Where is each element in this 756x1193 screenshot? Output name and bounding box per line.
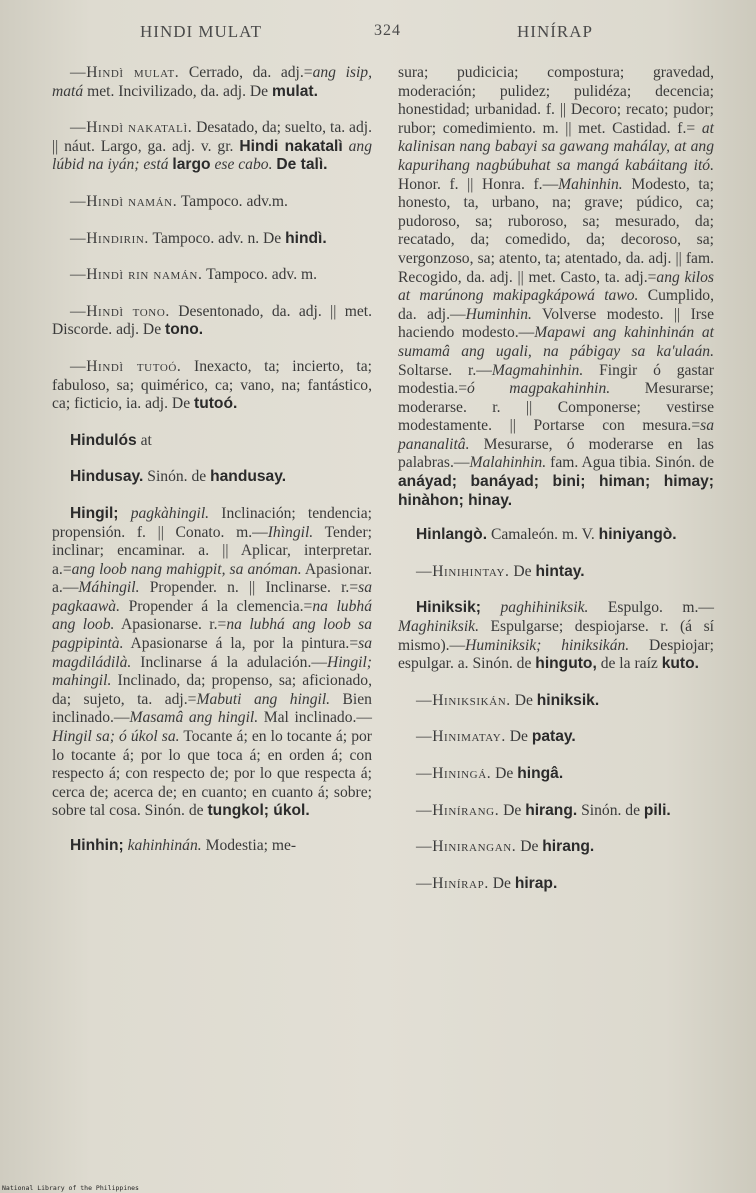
entry-hininga: —Hiningá. De hingâ.: [416, 765, 564, 782]
entry-hiniksik: Hiniksik; paghihiniksik. Espulgo. m.—Maghiniksik. Espulgarse; despiojarse. r. (á sí mismo).—Huminiksik; hiniksikán. Despiojar; espulgar. a. Sinón. de hinguto, de la raíz kuto.: [398, 599, 714, 673]
entry-hiniksikan: —Hiniksikán. De hiniksik.: [416, 691, 600, 709]
entry-hindi-tono: —Hindì tono. Desentonado, da. adj. || met. Discorde. adj. De tono.: [52, 302, 372, 339]
entry-hindi-tutoo: —Hindì tutoó. Inexacto, ta; incierto, ta; fabuloso, sa; quimérico, ca; vano, na; fantástico, ca; ficticio, ia. adj. De tutoó.: [52, 357, 372, 413]
entry-hinhin: Hinhin; kahinhinán. Modestia; me-: [70, 837, 297, 854]
entry-hinirap: —Hinírap. De hirap.: [416, 874, 558, 892]
entry-hinhin-continued: sura; pudicicia; compostura; gravedad, moderación; pulidez; pulidéza; decencia; honestidad; urbanidad. f. || Decoro; recato; pudor; rubor; comedimiento. m. || met. Castidad. f.= at kalinisan nang babayi sa gawang mahálay, at ang kapurihang nagbúbuhat sa mangá kabáitang itó. Honor. f. || Honra. f.—Mahinhin. Modesto, ta; honesto, ta, urbano, na; grave; púdico, ca; pudoroso, sa; ruboroso, sa; mesurado, da; recatado, da; comedido, da; decoroso, sa; vergonzoso, sa; atento, ta; atentado, da. adj. || fam. Recogido, da. adj. || met. Casto, ta. adj.=ang kilos at marúnong makipagkápowá tawo. Cumplido, da. adj.—Huminhin. Volverse modesto. || Irse haciendo modesto.—Mapawi ang kahinhinán at sumamâ ang ugali, na pábigay sa ka'ulaán. Soltarse. r.—Magmahinhin. Fingir ó gastar modestia.=ó magpakahinhin. Mesurarse; moderarse. r. || Componerse; vestirse modestamente. || Portarse con mesura.=sa pananalitâ. Mesurarse, ó moderarse en las palabras.—Malahinhin. fam. Agua tibia. Sinón. de anáyad; banáyad; bini; himan; himay; hinàhon; hinay.: [398, 64, 715, 509]
footer-credit: National Library of the Philippines: [2, 1184, 139, 1192]
entry-hinlango: Hinlangò. Camaleón. m. V. hiniyangò.: [416, 526, 677, 544]
entry-hindulos: Hindulós at: [70, 431, 152, 449]
entry-hinirangan: —Hinirangan. De hirang.: [416, 838, 595, 856]
entry-hindi-rin-naman: —Hindì rin namán. Tampoco. adv. m.: [70, 266, 318, 284]
entry-hindirin: —Hindirin. Tampoco. adv. n. De hindì.: [70, 229, 327, 247]
header-left-guide-word: HINDI MULAT: [140, 22, 262, 41]
page-header: [0, 22, 756, 46]
header-right-guide-word: HINÍRAP: [517, 22, 593, 41]
page-number: 324: [374, 22, 401, 39]
entry-hingil: Hingil; pagkàhingil. Inclinación; tendencia; propensión. f. || Conato. m.—Ihìngil. Tender; inclinar; encaminar. a. || Aplicar, interpretar. a.=ang loob nang mahigpit, sa anóman. Apasionar. a.—Máhingil. Propender. n. || Inclinarse. r.=sa pagkaawà. Propender á la clemencia.=na lubhá ang loob. Apasionarse. r.=na lubhá ang loob sa pagpipintà. Apasionarse á la, por la pintura.=sa magdiládilà. Inclinarse á la adulación.—Hingil; mahingil. Inclinado, da; propenso, sa; aficionado, da; sujeto, ta. adj.=Mabuti ang hingil. Bien inclinado.—Masamâ ang hingil. Mal inclinado.—Hingil sa; ó úkol sa. Tocante á; en lo tocante á; por lo tocante á; por lo que toca á; en orden á; con respecto á; con respecto de; por lo que respecta á; cerca de; acerca de; en cuanto; en cuanto á; sobre; sobre tal cosa. Sinón. de tungkol; úkol.: [52, 504, 372, 820]
entry-hindi-nakatali: —Hindì nakatalì. Desatado, da; suelto, ta. adj. || náut. Largo, ga. adj. v. gr. Hindi nakatalì ang lúbid na iyán; está largo ese cabo. De talì.: [52, 119, 372, 174]
entry-hindi-naman: —Hindì namán. Tampoco. adv.m.: [70, 192, 288, 210]
entry-hinihintay: —Hinihintay. De hintay.: [416, 562, 585, 580]
right-column: [398, 64, 714, 911]
entry-hinimatay: —Hinimatay. De patay.: [416, 728, 576, 746]
entry-hindusay: Hindusay. Sinón. de handusay.: [70, 468, 287, 486]
left-column: [52, 64, 372, 874]
entry-hindi-mulat: —Hindì mulat. Cerrado, da. adj.=ang isip, matá met. Incivilizado, da. adj. De mulat.: [52, 64, 373, 100]
entry-hinirang: —Hinírang. De hirang. Sinón. de pili.: [416, 801, 671, 819]
